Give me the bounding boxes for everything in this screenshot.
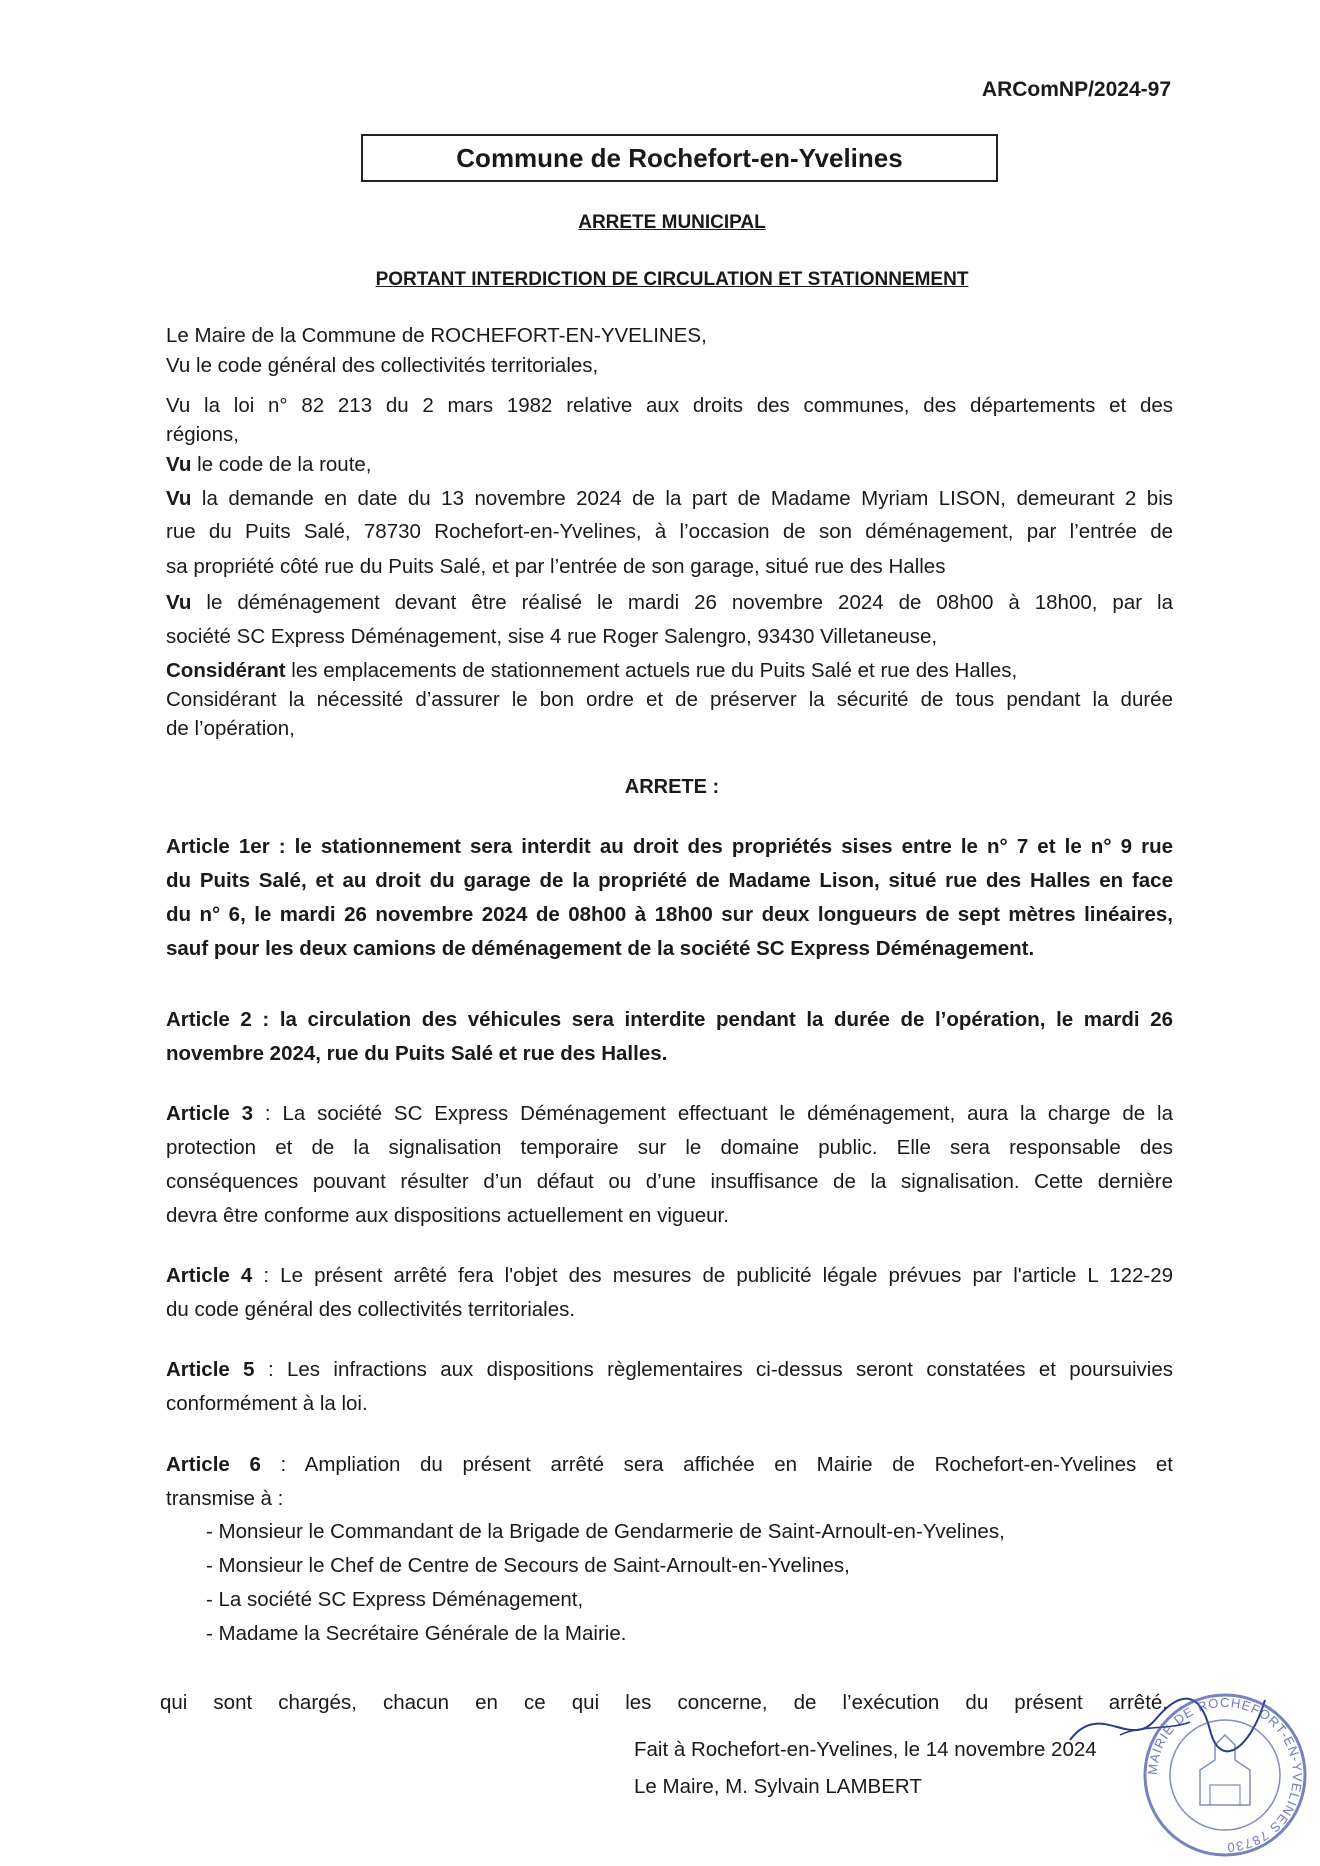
vu-label: Vu bbox=[166, 487, 192, 510]
preamble-text: le code de la route, bbox=[191, 453, 372, 476]
preamble-line: sa propriété côté rue du Puits Salé, et par l’entrée de son garage, situé rue des Halles bbox=[166, 555, 946, 578]
article3-line: conséquences pouvant résulter d’un défaut ou d’une insuffisance de la signalisation. Cette dernière bbox=[166, 1170, 1173, 1193]
article5-label: Article 5 bbox=[166, 1358, 255, 1381]
article1-line: du Puits Salé, et au droit du garage de la propriété de Madame Lison, situé rue des Halles en face bbox=[166, 869, 1173, 892]
preamble-line: Vu le code général des collectivités territoriales, bbox=[166, 354, 599, 377]
preamble-line bbox=[166, 589, 1173, 617]
article5-line bbox=[166, 1356, 1173, 1384]
article3-line: protection et de la signalisation temporaire sur le domaine public. Elle sera responsable des bbox=[166, 1136, 1173, 1159]
article6-label: Article 6 bbox=[166, 1453, 261, 1476]
arrete-label: ARRETE : bbox=[624, 776, 720, 798]
vu-label: Vu bbox=[166, 591, 192, 614]
article3-label: Article 3 bbox=[166, 1102, 254, 1125]
preamble-text: la demande en date du 13 novembre 2024 de la part de Madame Myriam LISON, demeurant 2 bis bbox=[191, 487, 1173, 510]
preamble-line bbox=[166, 485, 1173, 513]
preamble-text: les emplacements de stationnement actuels rue du Puits Salé et rue des Halles, bbox=[285, 659, 1018, 682]
preamble-text: le déménagement devant être réalisé le mardi 26 novembre 2024 de 08h00 à 18h00, par la bbox=[191, 591, 1173, 614]
article3-text: : La société SC Express Déménagement effectuant le déménagement, aura la charge de la bbox=[253, 1102, 1173, 1125]
article5-line: conformément à la loi. bbox=[166, 1392, 368, 1415]
place-date: Fait à Rochefort-en-Yvelines, le 14 novembre 2024 bbox=[634, 1738, 1097, 1761]
article6-text: : Ampliation du présent arrêté sera affichée en Mairie de Rochefort-en-Yvelines et bbox=[260, 1453, 1173, 1476]
article3-line: devra être conforme aux dispositions actuellement en vigueur. bbox=[166, 1204, 729, 1227]
recipient-item: - Monsieur le Chef de Centre de Secours de Saint-Arnoult-en-Yvelines, bbox=[206, 1554, 850, 1577]
document-reference: ARComNP/2024-97 bbox=[981, 78, 1171, 101]
preamble-line bbox=[166, 451, 1173, 479]
article4-line bbox=[166, 1262, 1173, 1290]
article4-label: Article 4 bbox=[166, 1264, 253, 1287]
preamble-line: Le Maire de la Commune de ROCHEFORT-EN-YVELINES, bbox=[166, 324, 707, 347]
article6-line: transmise à : bbox=[166, 1487, 284, 1510]
article1-line: du n° 6, le mardi 26 novembre 2024 de 08h00 à 18h00 sur deux longueurs de sept mètres linéaires, bbox=[166, 903, 1173, 926]
preamble-line bbox=[166, 657, 1173, 685]
preamble-line: Vu la loi n° 82 213 du 2 mars 1982 relative aux droits des communes, des départements et des bbox=[166, 394, 1173, 417]
article2-line: Article 2 : la circulation des véhicules sera interdite pendant la durée de l’opération, le mardi 26 bbox=[166, 1008, 1173, 1031]
svg-text:MAIRIE DE ROCHEFORT-EN-YVELINE: MAIRIE DE ROCHEFORT-EN-YVELINES 78730 bbox=[1144, 1694, 1306, 1856]
vu-label: Vu bbox=[166, 453, 192, 476]
article1-line: sauf pour les deux camions de déménagement de la société SC Express Déménagement. bbox=[166, 937, 1035, 960]
preamble-line: régions, bbox=[166, 423, 239, 446]
signer-name: Le Maire, M. Sylvain LAMBERT bbox=[634, 1775, 922, 1798]
preamble-line: rue du Puits Salé, 78730 Rochefort-en-Yvelines, à l’occasion de son déménagement, par l’entrée de bbox=[166, 520, 1173, 543]
article4-line: du code général des collectivités territoriales. bbox=[166, 1298, 576, 1321]
article1-line: Article 1er : le stationnement sera interdit au droit des propriétés sises entre le n° 7 et le n° 9 rue bbox=[166, 835, 1173, 858]
article5-text: : Les infractions aux dispositions règlementaires ci-dessus seront constatées et poursuivies bbox=[254, 1358, 1173, 1381]
considerant-label: Considérant bbox=[166, 659, 286, 682]
article4-text: : Le présent arrêté fera l'objet des mesures de publicité légale prévues par l'article L 122-29 bbox=[252, 1264, 1173, 1287]
article6-line bbox=[166, 1451, 1173, 1479]
commune-title: Commune de Rochefort-en-Yvelines bbox=[456, 142, 903, 173]
preamble-line: Considérant la nécessité d’assurer le bon ordre et de préserver la sécurité de tous pendant la durée bbox=[166, 688, 1173, 711]
recipient-item: - La société SC Express Déménagement, bbox=[206, 1588, 584, 1611]
preamble-line: société SC Express Déménagement, sise 4 rue Roger Salengro, 93430 Villetaneuse, bbox=[166, 625, 938, 648]
commune-title-box bbox=[361, 134, 998, 182]
article2-line: novembre 2024, rue du Puits Salé et rue des Halles. bbox=[166, 1042, 668, 1065]
heading-portant-interdiction: PORTANT INTERDICTION DE CIRCULATION ET STATIONNEMENT bbox=[375, 269, 969, 290]
preamble-line: de l’opération, bbox=[166, 717, 295, 740]
recipient-item: - Monsieur le Commandant de la Brigade de Gendarmerie de Saint-Arnoult-en-Yvelines, bbox=[206, 1520, 1005, 1543]
closing-line: qui sont chargés, chacun en ce qui les concerne, de l’exécution du présent arrêté. bbox=[160, 1691, 1168, 1714]
recipient-item: - Madame la Secrétaire Générale de la Mairie. bbox=[206, 1622, 627, 1645]
heading-arrete-municipal: ARRETE MUNICIPAL bbox=[578, 212, 766, 233]
article3-line bbox=[166, 1100, 1173, 1128]
municipal-stamp bbox=[1140, 1690, 1310, 1860]
